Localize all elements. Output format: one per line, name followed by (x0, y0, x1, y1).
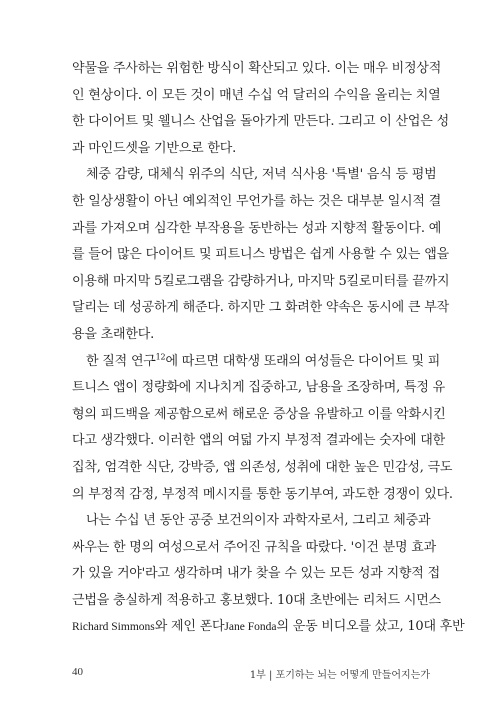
text-line-with-names: Richard Simmons와 제인 폰다Jane Fonda의 운동 비디오를 샀고, 10대 후반 (72, 619, 465, 635)
text-line: 트니스 앱이 정량화에 지나치게 집중하고, 남용을 조장하며, 특정 유 (72, 380, 445, 396)
text-line: 달리는 데 성공하게 해준다. 하지만 그 화려한 약속은 동시에 큰 부작 (72, 300, 449, 316)
text-line: 근법을 충실하게 적용하고 홍보했다. 10대 초반에는 리처드 시먼스 (72, 592, 441, 608)
text-line: 한 일상생활이 아닌 예외적인 무언가를 하는 것은 대부분 일시적 결 (72, 193, 442, 209)
text-line: 집착, 엄격한 식단, 강박증, 앱 의존성, 성취에 대한 높은 민감성, 극도 (72, 459, 453, 475)
text-line-with-footnote: 한 질적 연구$^{12}$에 따르면 대학생 또래의 여성들은 다이어트 및 피 (86, 352, 441, 369)
footnote-marker: 12 (155, 352, 166, 362)
latin-name: Richard Simmons (72, 621, 155, 634)
latin-name: Jane Fonda (224, 621, 277, 634)
text-line: 용을 초래한다. (72, 326, 155, 342)
page-footer (72, 666, 430, 681)
text-line: 체중 감량, 대체식 위주의 식단, 저녁 식사용 '특별' 음식 등 평범 (86, 167, 437, 183)
text-line: 형의 피드백을 제공함으로써 해로운 증상을 유발하고 이를 악화시킨 (72, 406, 446, 422)
text-line: 를 들어 많은 다이어트 및 피트니스 방법은 쉽게 사용할 수 있는 앱을 (72, 247, 449, 263)
text-line: 한 다이어트 및 웰니스 산업을 돌아가게 만든다. 그리고 이 산업은 성 (72, 114, 449, 130)
paragraph-4 (72, 508, 465, 641)
paragraph-3 (72, 349, 453, 509)
text-line: 다고 생각했다. 이러한 앱의 여덟 가지 부정적 결과에는 숫자에 대한 (72, 433, 445, 449)
running-head: 1부 | 포기하는 뇌는 어떻게 만들어지는가 (249, 670, 430, 681)
body-text (72, 56, 465, 641)
text-line: 인 현상이다. 이 모든 것이 매년 수십 억 달러의 수익을 올리는 치열 (72, 87, 441, 103)
text-line: 이용해 마지막 5킬로그램을 감량하거나, 마지막 5킬로미터를 끝까지 (72, 273, 450, 289)
text-line: 과를 가져오며 심각한 부작용을 동반하는 성과 지향적 활동이다. 예 (72, 220, 442, 236)
text-line: 약물을 주사하는 위험한 방식이 확산되고 있다. 이는 매우 비정상적 (72, 61, 442, 76)
text-line: 과 마인드셋을 기반으로 한다. (72, 140, 237, 156)
paragraph-1 (72, 56, 449, 162)
text-line: 싸우는 한 명의 여성으로서 주어진 규칙을 따랐다. '이건 분명 효과 (72, 539, 437, 555)
text-line: 가 있을 거야'라고 생각하며 내가 찾을 수 있는 모든 성과 지향적 접 (72, 566, 440, 582)
paragraph-2 (72, 162, 450, 348)
page-number: 40 (72, 666, 83, 678)
text-line: 나는 수십 년 동안 공중 보건의이자 과학자로서, 그리고 체중과 (86, 513, 431, 529)
text-line: 의 부정적 감정, 부정적 메시지를 통한 동기부여, 과도한 경쟁이 있다. (72, 486, 453, 502)
